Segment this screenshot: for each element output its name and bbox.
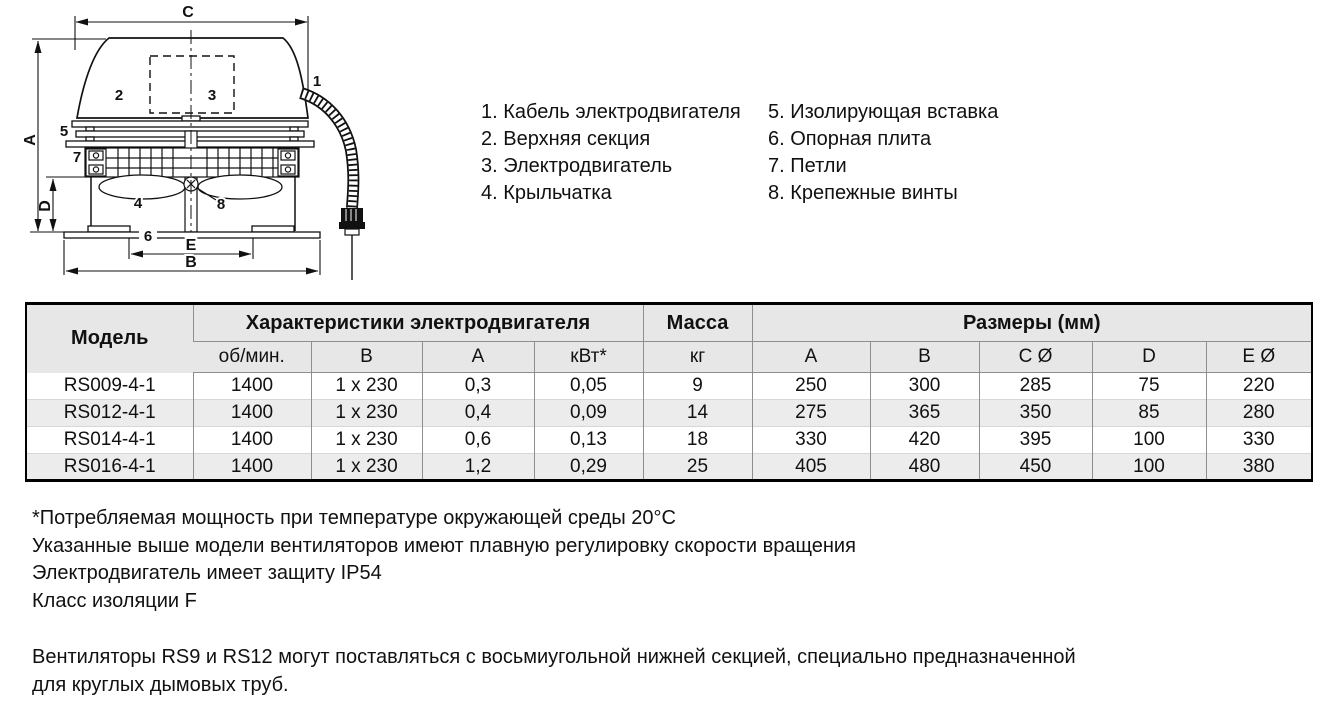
- cell-model: RS016-4-1: [26, 454, 193, 481]
- legend-item: 7. Петли: [768, 155, 847, 177]
- note-insulation-class: Класс изоляции F: [32, 589, 197, 612]
- dim-label-b: B: [185, 254, 197, 271]
- part-label-4: 4: [133, 195, 143, 212]
- col-header-mass-group: Масса: [643, 304, 752, 342]
- col-header-dim-a: A: [752, 342, 870, 373]
- footer-paragraph: [32, 644, 1076, 699]
- dim-label-d: D: [37, 200, 54, 212]
- col-header-volt: В: [311, 342, 422, 373]
- part-label-1: 1: [312, 73, 322, 90]
- col-header-dims-group: Размеры (мм): [752, 304, 1312, 342]
- table-row: RS014-4-1 1400 1 x 230 0,6 0,13 18 330 420 395 100 330: [26, 427, 1312, 454]
- note-power: *Потребляемая мощность при температуре окружающей среды 20°С: [32, 507, 676, 529]
- dim-label-e: E: [185, 237, 197, 254]
- cable-gland: [339, 208, 365, 280]
- legend-item: 8. Крепежные винты: [768, 182, 958, 204]
- col-header-amp: А: [422, 342, 534, 373]
- mesh-band: [85, 148, 299, 177]
- legend-item: 3. Электродвигатель: [481, 155, 673, 177]
- hinge-left: [86, 149, 106, 176]
- table-group-header-row: [26, 304, 1312, 342]
- legend-item: 2. Верхняя секция: [481, 128, 651, 150]
- col-header-dim-d: D: [1092, 342, 1206, 373]
- dim-label-c: C: [182, 4, 194, 21]
- fan-technical-drawing: [0, 0, 460, 295]
- col-header-kw: кВт*: [534, 342, 643, 373]
- part-label-8: 8: [216, 196, 226, 213]
- cell-model: RS012-4-1: [26, 400, 193, 427]
- table-row: RS016-4-1 1400 1 x 230 1,2 0,29 25 405 480 450 100 380: [26, 454, 1312, 481]
- note-speed-control: Указанные выше модели вентиляторов имеют плавную регулировку скорости вращения: [32, 534, 856, 557]
- cable-conduit: [301, 93, 353, 208]
- table-row: RS009-4-1 1400 1 x 230 0,3 0,05 9 250 300 285 75 220: [26, 373, 1312, 400]
- cell-model: RS014-4-1: [26, 427, 193, 454]
- parts-legend-column-2: [768, 99, 998, 207]
- part-label-7: 7: [72, 149, 82, 166]
- legend-item: 4. Крыльчатка: [481, 182, 612, 204]
- footer-paragraph-line: Вентиляторы RS9 и RS12 могут поставляться с восьмиугольной нижней секцией, специально предназначенной: [32, 646, 1076, 668]
- part-label-5: 5: [59, 123, 69, 140]
- legend-item: 5. Изолирующая вставка: [768, 101, 999, 123]
- notes-block: [32, 505, 856, 615]
- top-section-cap: [77, 38, 308, 118]
- col-header-kg: кг: [643, 342, 752, 373]
- col-header-motor-group: Характеристики электродвигателя: [193, 304, 643, 342]
- spec-table: [25, 302, 1313, 482]
- col-header-dim-b: B: [870, 342, 979, 373]
- legend-item: 6. Опорная плита: [768, 128, 932, 150]
- part-label-3: 3: [207, 87, 217, 104]
- dim-label-a: A: [22, 134, 39, 146]
- legend-item: 1. Кабель электродвигателя: [481, 101, 741, 123]
- note-ip54: Электродвигатель имеет защиту IP54: [32, 562, 382, 584]
- col-header-dim-e: E Ø: [1206, 342, 1312, 373]
- col-header-rpm: об/мин.: [193, 342, 311, 373]
- col-header-model: Модель: [26, 304, 193, 373]
- footer-paragraph-line: для круглых дымовых труб.: [32, 673, 289, 696]
- col-header-dim-c: C Ø: [979, 342, 1092, 373]
- parts-legend-column-1: [481, 99, 741, 207]
- part-label-6: 6: [143, 228, 153, 245]
- part-label-2: 2: [114, 87, 124, 104]
- hinge-right: [278, 149, 298, 176]
- table-row: RS012-4-1 1400 1 x 230 0,4 0,09 14 275 365 350 85 280: [26, 400, 1312, 427]
- table-sub-header-row: [26, 342, 1312, 373]
- cell-model: RS009-4-1: [63, 374, 156, 396]
